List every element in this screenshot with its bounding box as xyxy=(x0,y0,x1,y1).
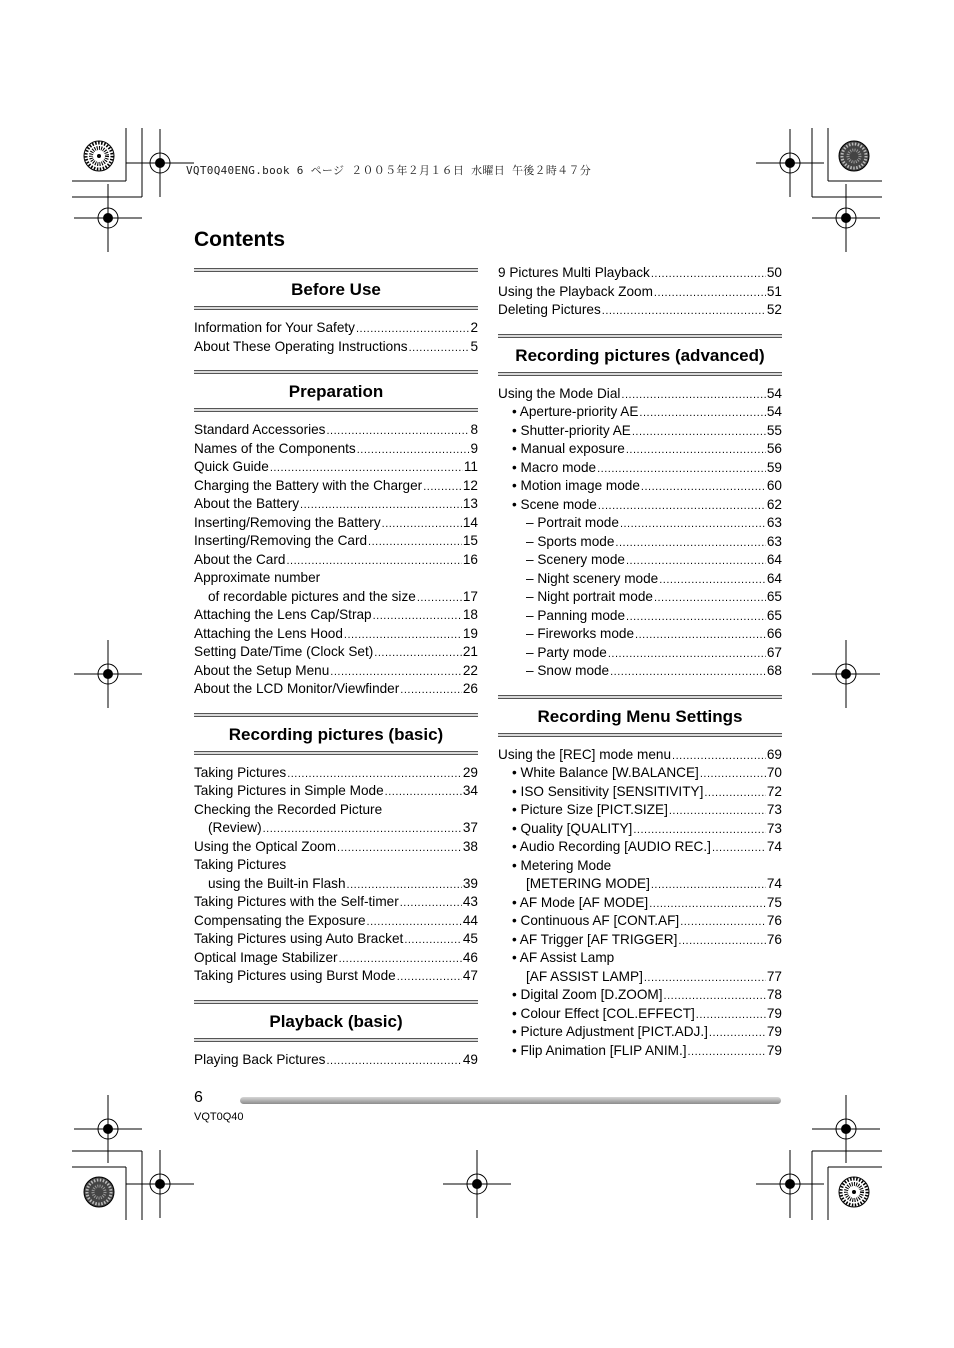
toc-entry-title: – Snow mode xyxy=(526,663,610,678)
dot-leader xyxy=(680,912,766,932)
toc-entry xyxy=(498,1023,782,1042)
dot-leader xyxy=(300,495,462,515)
dot-leader xyxy=(409,338,470,358)
dot-leader xyxy=(326,1051,461,1071)
toc-entry xyxy=(498,496,782,515)
toc-entry-title: – Fireworks mode xyxy=(526,626,635,641)
toc-entry-title: • Flip Animation [FLIP ANIM.] xyxy=(512,1042,687,1058)
dot-leader xyxy=(610,662,766,682)
toc-entry-title: Information for Your Safety xyxy=(194,320,355,335)
toc-entry xyxy=(498,440,782,459)
section-heading-label: Preparation xyxy=(288,382,384,401)
toc-entry-title: – Night portrait mode xyxy=(526,589,653,604)
dot-leader xyxy=(659,570,766,590)
toc-entry xyxy=(194,319,478,338)
toc-entry-title: Taking Pictures xyxy=(194,857,287,872)
toc-entry xyxy=(194,588,478,607)
section-heading-recording-menu-settings xyxy=(498,695,782,737)
toc-entry-page: 37 xyxy=(462,820,478,835)
toc-entry xyxy=(194,1051,478,1070)
toc-entry-title: Attaching the Lens Cap/Strap xyxy=(194,607,372,622)
toc-entry-page: 79 xyxy=(766,1024,782,1039)
toc-entry-page: 67 xyxy=(766,644,782,660)
dot-leader xyxy=(615,533,765,553)
toc-entry xyxy=(194,838,478,857)
page-number: 6 xyxy=(194,1089,203,1106)
toc-entry-title: About the Battery xyxy=(194,496,300,511)
dot-leader xyxy=(357,440,470,460)
toc-entry xyxy=(498,607,782,626)
toc-entry-page: 63 xyxy=(766,533,782,549)
dot-leader xyxy=(626,607,766,627)
toc-entry-page: 66 xyxy=(766,626,782,641)
heading-rule xyxy=(498,372,782,376)
toc-entry-page: 77 xyxy=(766,968,782,984)
toc-entry-title: • Quality [QUALITY] xyxy=(512,820,633,836)
print-header-line: VQT0Q40ENG.book 6 ページ ２００５年２月１６日 水曜日 午後２時４７分 xyxy=(186,164,592,177)
dot-leader xyxy=(672,746,766,766)
toc-entry-title: Inserting/Removing the Card xyxy=(194,533,368,548)
toc-entry-page: 69 xyxy=(766,746,782,762)
dot-leader xyxy=(339,949,462,969)
toc-entry xyxy=(498,912,782,931)
dot-leader xyxy=(598,496,766,516)
toc-entry xyxy=(194,551,478,570)
section-heading-recording-pictures-advanced xyxy=(498,334,782,376)
toc-entry-title: Using the [REC] mode menu xyxy=(498,746,672,762)
toc-entry-page: 16 xyxy=(462,551,478,567)
dot-leader xyxy=(651,875,766,895)
dot-leader xyxy=(400,893,462,913)
toc-entry-page: 65 xyxy=(766,589,782,604)
dot-leader xyxy=(669,801,766,821)
toc-entry xyxy=(498,746,782,765)
toc-entry-title: • Scene mode xyxy=(512,496,597,512)
toc-entry xyxy=(498,551,782,570)
section-heading-playback-basic xyxy=(194,1000,478,1042)
toc-entry-page: 46 xyxy=(462,949,478,965)
toc-entry-title: • Digital Zoom [D.ZOOM] xyxy=(512,987,663,1002)
toc-entry-page: 43 xyxy=(462,894,478,909)
toc-entry-page: 44 xyxy=(462,912,478,928)
toc-entry-title: of recordable pictures and the size xyxy=(208,588,416,604)
toc-entry xyxy=(498,283,782,302)
section-heading-label: Playback (basic) xyxy=(269,1011,403,1031)
document-code: VQT0Q40 xyxy=(194,1111,244,1123)
dot-leader xyxy=(286,551,461,571)
dot-leader xyxy=(635,625,766,645)
dot-leader xyxy=(664,986,766,1006)
toc-entry-page: 54 xyxy=(766,404,782,419)
toc-entry-page: 56 xyxy=(766,441,782,456)
toc-entry-title: • Motion image mode xyxy=(512,478,640,493)
footer-rule xyxy=(240,1097,781,1104)
toc-entry-page: 65 xyxy=(766,607,782,623)
toc-entry-page: 70 xyxy=(766,765,782,780)
dot-leader xyxy=(263,819,462,839)
toc-entry-page: 78 xyxy=(766,987,782,1002)
toc-entry-title: – Party mode xyxy=(526,644,607,660)
dot-leader xyxy=(626,551,766,571)
toc-entry xyxy=(498,783,782,802)
toc-entry-title: (Review) xyxy=(208,820,262,835)
toc-entry-page: 13 xyxy=(462,496,478,511)
toc-entry-title: Quick Guide xyxy=(194,459,269,474)
dot-leader xyxy=(326,421,469,441)
dot-leader xyxy=(385,782,462,802)
toc-entry xyxy=(498,570,782,589)
dot-leader xyxy=(608,644,766,664)
toc-entry-title: • AF Trigger [AF TRIGGER] xyxy=(512,931,678,947)
dot-leader xyxy=(620,514,766,534)
toc-entry-page: 63 xyxy=(766,515,782,530)
toc-entry xyxy=(194,819,478,838)
toc-entry-title: • White Balance [W.BALANCE] xyxy=(512,765,699,780)
toc-entry xyxy=(498,644,782,663)
toc-entry-page: 9 xyxy=(470,440,478,456)
toc-entry-title: Optical Image Stabilizer xyxy=(194,949,338,965)
toc-entry xyxy=(194,782,478,801)
dot-leader xyxy=(621,385,765,405)
toc-entry-title: Taking Pictures using Auto Bracket xyxy=(194,931,404,946)
dot-leader xyxy=(373,606,462,626)
dot-leader xyxy=(337,838,462,858)
dot-leader xyxy=(270,458,463,478)
dot-leader xyxy=(602,301,766,321)
toc-entry-page: 8 xyxy=(470,422,478,437)
toc-entry xyxy=(498,301,782,320)
toc-entry xyxy=(194,440,478,459)
dot-leader xyxy=(678,931,765,951)
toc-entry-title: Taking Pictures with the Self-timer xyxy=(194,894,399,909)
toc-entry-page: 74 xyxy=(766,839,782,854)
page-title: Contents xyxy=(194,228,285,251)
dot-leader xyxy=(330,662,462,682)
toc-entry xyxy=(194,643,478,662)
toc-entry-title: • Picture Adjustment [PICT.ADJ.] xyxy=(512,1024,708,1039)
toc-entry-title: • Colour Effect [COL.EFFECT] xyxy=(512,1005,695,1021)
dot-leader xyxy=(704,783,766,803)
toc-entry xyxy=(194,930,478,949)
dot-leader xyxy=(287,764,462,784)
toc-entry-title: • Picture Size [PICT.SIZE] xyxy=(512,802,668,817)
toc-entry xyxy=(194,764,478,783)
toc-entry-page: 5 xyxy=(470,338,478,354)
dot-leader xyxy=(382,514,462,534)
toc-entry-title: Taking Pictures xyxy=(194,764,287,780)
toc-entry xyxy=(498,1042,782,1061)
dot-leader xyxy=(649,894,766,914)
dot-leader xyxy=(700,764,766,784)
toc-entry-title: Deleting Pictures xyxy=(498,302,601,317)
toc-entry-page: 49 xyxy=(462,1051,478,1067)
toc-entry xyxy=(498,514,782,533)
heading-rule xyxy=(194,408,478,412)
dot-leader xyxy=(417,588,462,608)
section-heading-preparation xyxy=(194,370,478,412)
toc-entry-page: 14 xyxy=(462,514,478,530)
dot-leader xyxy=(356,319,469,339)
dot-leader xyxy=(397,967,462,987)
toc-entry xyxy=(498,625,782,644)
toc-entry-page: 18 xyxy=(462,607,478,622)
toc-entry-title: [METERING MODE] xyxy=(526,876,650,891)
toc-entry-page: 72 xyxy=(766,783,782,799)
toc-entry xyxy=(194,680,478,699)
dot-leader xyxy=(633,820,766,840)
section-heading-label: Recording pictures (advanced) xyxy=(515,345,765,365)
toc-entry xyxy=(498,894,782,913)
heading-rule xyxy=(194,306,478,310)
toc-entry xyxy=(498,764,782,783)
toc-entry-page: 51 xyxy=(766,283,782,299)
toc-entry-title: Attaching the Lens Hood xyxy=(194,625,343,641)
toc-entry-page: 21 xyxy=(462,644,478,659)
toc-entry-page: 50 xyxy=(766,265,782,280)
dot-leader xyxy=(639,403,765,423)
toc-entry-title: Using the Mode Dial xyxy=(498,385,621,401)
dot-leader xyxy=(654,283,766,303)
toc-entry xyxy=(194,606,478,625)
toc-entry xyxy=(498,422,782,441)
toc-entry-page: 73 xyxy=(766,820,782,836)
toc-entry xyxy=(194,893,478,912)
toc-entry-title: – Portrait mode xyxy=(526,515,619,530)
toc-entry-page: 60 xyxy=(766,478,782,493)
toc-entry-title: Using the Optical Zoom xyxy=(194,838,337,854)
toc-entry-page: 68 xyxy=(766,663,782,678)
dot-leader xyxy=(632,422,766,442)
toc-entry xyxy=(194,495,478,514)
dot-leader xyxy=(347,875,462,895)
toc-entry xyxy=(498,533,782,552)
toc-entry xyxy=(498,459,782,478)
toc-entry-title: Checking the Recorded Picture xyxy=(194,801,383,817)
section-heading-label: Recording pictures (basic) xyxy=(228,724,444,744)
toc-entry xyxy=(194,662,478,681)
toc-entry-title: Setting Date/Time (Clock Set) xyxy=(194,644,374,659)
toc-entry xyxy=(498,820,782,839)
toc-entry xyxy=(498,403,782,422)
toc-entry-title: 9 Pictures Multi Playback xyxy=(498,265,650,280)
toc-entry-title: About the LCD Monitor/Viewfinder xyxy=(194,681,400,696)
toc-entry-page: 59 xyxy=(766,459,782,475)
toc-entry xyxy=(498,588,782,607)
toc-entry xyxy=(194,967,478,986)
toc-entry-page: 74 xyxy=(766,876,782,891)
toc-right-column xyxy=(498,264,782,1060)
dot-leader xyxy=(344,625,462,645)
toc-entry-title: – Night scenery mode xyxy=(526,570,659,586)
dot-leader xyxy=(374,643,462,663)
dot-leader xyxy=(651,264,766,284)
toc-entry xyxy=(498,968,782,987)
toc-entry-title: Taking Pictures using Burst Mode xyxy=(194,968,396,983)
toc-entry xyxy=(194,477,478,496)
toc-entry-title: • AF Mode [AF MODE] xyxy=(512,894,649,910)
toc-entry-title: • Shutter-priority AE xyxy=(512,422,631,438)
toc-entry-page: 2 xyxy=(470,320,478,335)
toc-entry-title: using the Built-in Flash xyxy=(208,875,346,891)
toc-entry xyxy=(498,986,782,1005)
toc-entry-title: – Panning mode xyxy=(526,607,626,623)
toc-entry-title: • Manual exposure xyxy=(512,441,625,456)
toc-entry-title: [AF ASSIST LAMP] xyxy=(526,968,643,984)
toc-entry xyxy=(194,421,478,440)
toc-entry-page: 38 xyxy=(462,838,478,854)
toc-entry-title: Standard Accessories xyxy=(194,422,326,437)
toc-entry-page: 52 xyxy=(766,302,782,317)
toc-entry-title: • Continuous AF [CONT.AF] xyxy=(512,913,680,928)
toc-entry xyxy=(194,532,478,551)
toc-entry-page: 73 xyxy=(766,802,782,817)
dot-leader xyxy=(709,1023,766,1043)
toc-left-column xyxy=(194,268,478,1069)
toc-entry-title: About the Card xyxy=(194,551,286,567)
toc-entry-page: 39 xyxy=(462,875,478,891)
dot-leader xyxy=(368,532,462,552)
toc-entry-page: 34 xyxy=(462,783,478,798)
toc-entry xyxy=(498,931,782,950)
toc-entry-page: 79 xyxy=(766,1005,782,1021)
toc-entry-title: – Scenery mode xyxy=(526,552,625,567)
toc-entry-page: 29 xyxy=(462,764,478,780)
toc-entry-page: 55 xyxy=(766,422,782,438)
toc-entry xyxy=(194,338,478,357)
heading-rule xyxy=(498,733,782,737)
toc-entry-title: • Aperture-priority AE xyxy=(512,404,639,419)
toc-entry-page: 79 xyxy=(766,1042,782,1058)
toc-entry-page: 17 xyxy=(462,588,478,604)
toc-entry xyxy=(194,514,478,533)
heading-rule xyxy=(194,751,478,755)
toc-entry-page: 75 xyxy=(766,894,782,910)
toc-entry-page: 64 xyxy=(766,552,782,567)
toc-entry-title: About the Setup Menu xyxy=(194,662,330,678)
toc-entry-page: 45 xyxy=(462,931,478,946)
toc-entry-page: 26 xyxy=(462,681,478,696)
section-heading-label: Before Use xyxy=(291,280,381,299)
toc-entry xyxy=(498,1005,782,1024)
toc-entry-page: 76 xyxy=(766,931,782,947)
toc-entry xyxy=(498,385,782,404)
toc-entry-title: Using the Playback Zoom xyxy=(498,283,653,299)
dot-leader xyxy=(367,912,462,932)
dot-leader xyxy=(712,838,766,858)
dot-leader xyxy=(400,680,462,700)
toc-entry-page: 19 xyxy=(462,625,478,641)
toc-entry-title: Inserting/Removing the Battery xyxy=(194,514,381,530)
toc-entry-page: 15 xyxy=(462,533,478,548)
toc-entry-page: 54 xyxy=(766,385,782,401)
toc-entry xyxy=(194,912,478,931)
dot-leader xyxy=(423,477,462,497)
dot-leader xyxy=(654,588,766,608)
toc-entry xyxy=(498,801,782,820)
dot-leader xyxy=(696,1005,766,1025)
section-heading-recording-pictures-basic xyxy=(194,713,478,755)
dot-leader xyxy=(626,440,766,460)
toc-entry xyxy=(194,875,478,894)
toc-entry-page: 47 xyxy=(462,968,478,983)
toc-entry-page: 62 xyxy=(766,496,782,512)
toc-entry-title: Playing Back Pictures xyxy=(194,1051,326,1067)
section-heading-before-use xyxy=(194,268,478,310)
toc-entry xyxy=(498,838,782,857)
toc-entry-page: 11 xyxy=(463,459,478,474)
toc-entry-title: – Sports mode xyxy=(526,533,615,549)
dot-leader xyxy=(597,459,766,479)
dot-leader xyxy=(404,930,462,950)
toc-entry xyxy=(194,458,478,477)
toc-entry xyxy=(498,662,782,681)
toc-entry-title: About These Operating Instructions xyxy=(194,338,408,354)
toc-entry-title: • Metering Mode xyxy=(512,857,612,873)
toc-entry xyxy=(498,264,782,283)
toc-entry-title: Approximate number xyxy=(194,570,321,585)
toc-entry-title: Names of the Components xyxy=(194,440,356,456)
toc-entry-title: Charging the Battery with the Charger xyxy=(194,477,423,493)
toc-entry-page: 76 xyxy=(766,913,782,928)
toc-entry-title: Taking Pictures in Simple Mode xyxy=(194,783,384,798)
heading-rule xyxy=(194,1038,478,1042)
toc-entry-title: • ISO Sensitivity [SENSITIVITY] xyxy=(512,783,704,799)
toc-entry xyxy=(194,625,478,644)
toc-entry xyxy=(498,875,782,894)
dot-leader xyxy=(644,968,766,988)
toc-entry xyxy=(194,949,478,968)
toc-entry xyxy=(498,477,782,496)
section-heading-label: Recording Menu Settings xyxy=(537,706,743,726)
toc-entry-title: Compensating the Exposure xyxy=(194,912,366,928)
toc-entry-title: • Macro mode xyxy=(512,459,597,475)
dot-leader xyxy=(641,477,766,497)
toc-entry-title: • AF Assist Lamp xyxy=(512,950,615,965)
toc-entry-page: 64 xyxy=(766,570,782,586)
toc-entry-page: 22 xyxy=(462,662,478,678)
dot-leader xyxy=(688,1042,766,1062)
toc-entry-page: 12 xyxy=(462,477,478,493)
toc-entry-title: • Audio Recording [AUDIO REC.] xyxy=(512,839,711,854)
